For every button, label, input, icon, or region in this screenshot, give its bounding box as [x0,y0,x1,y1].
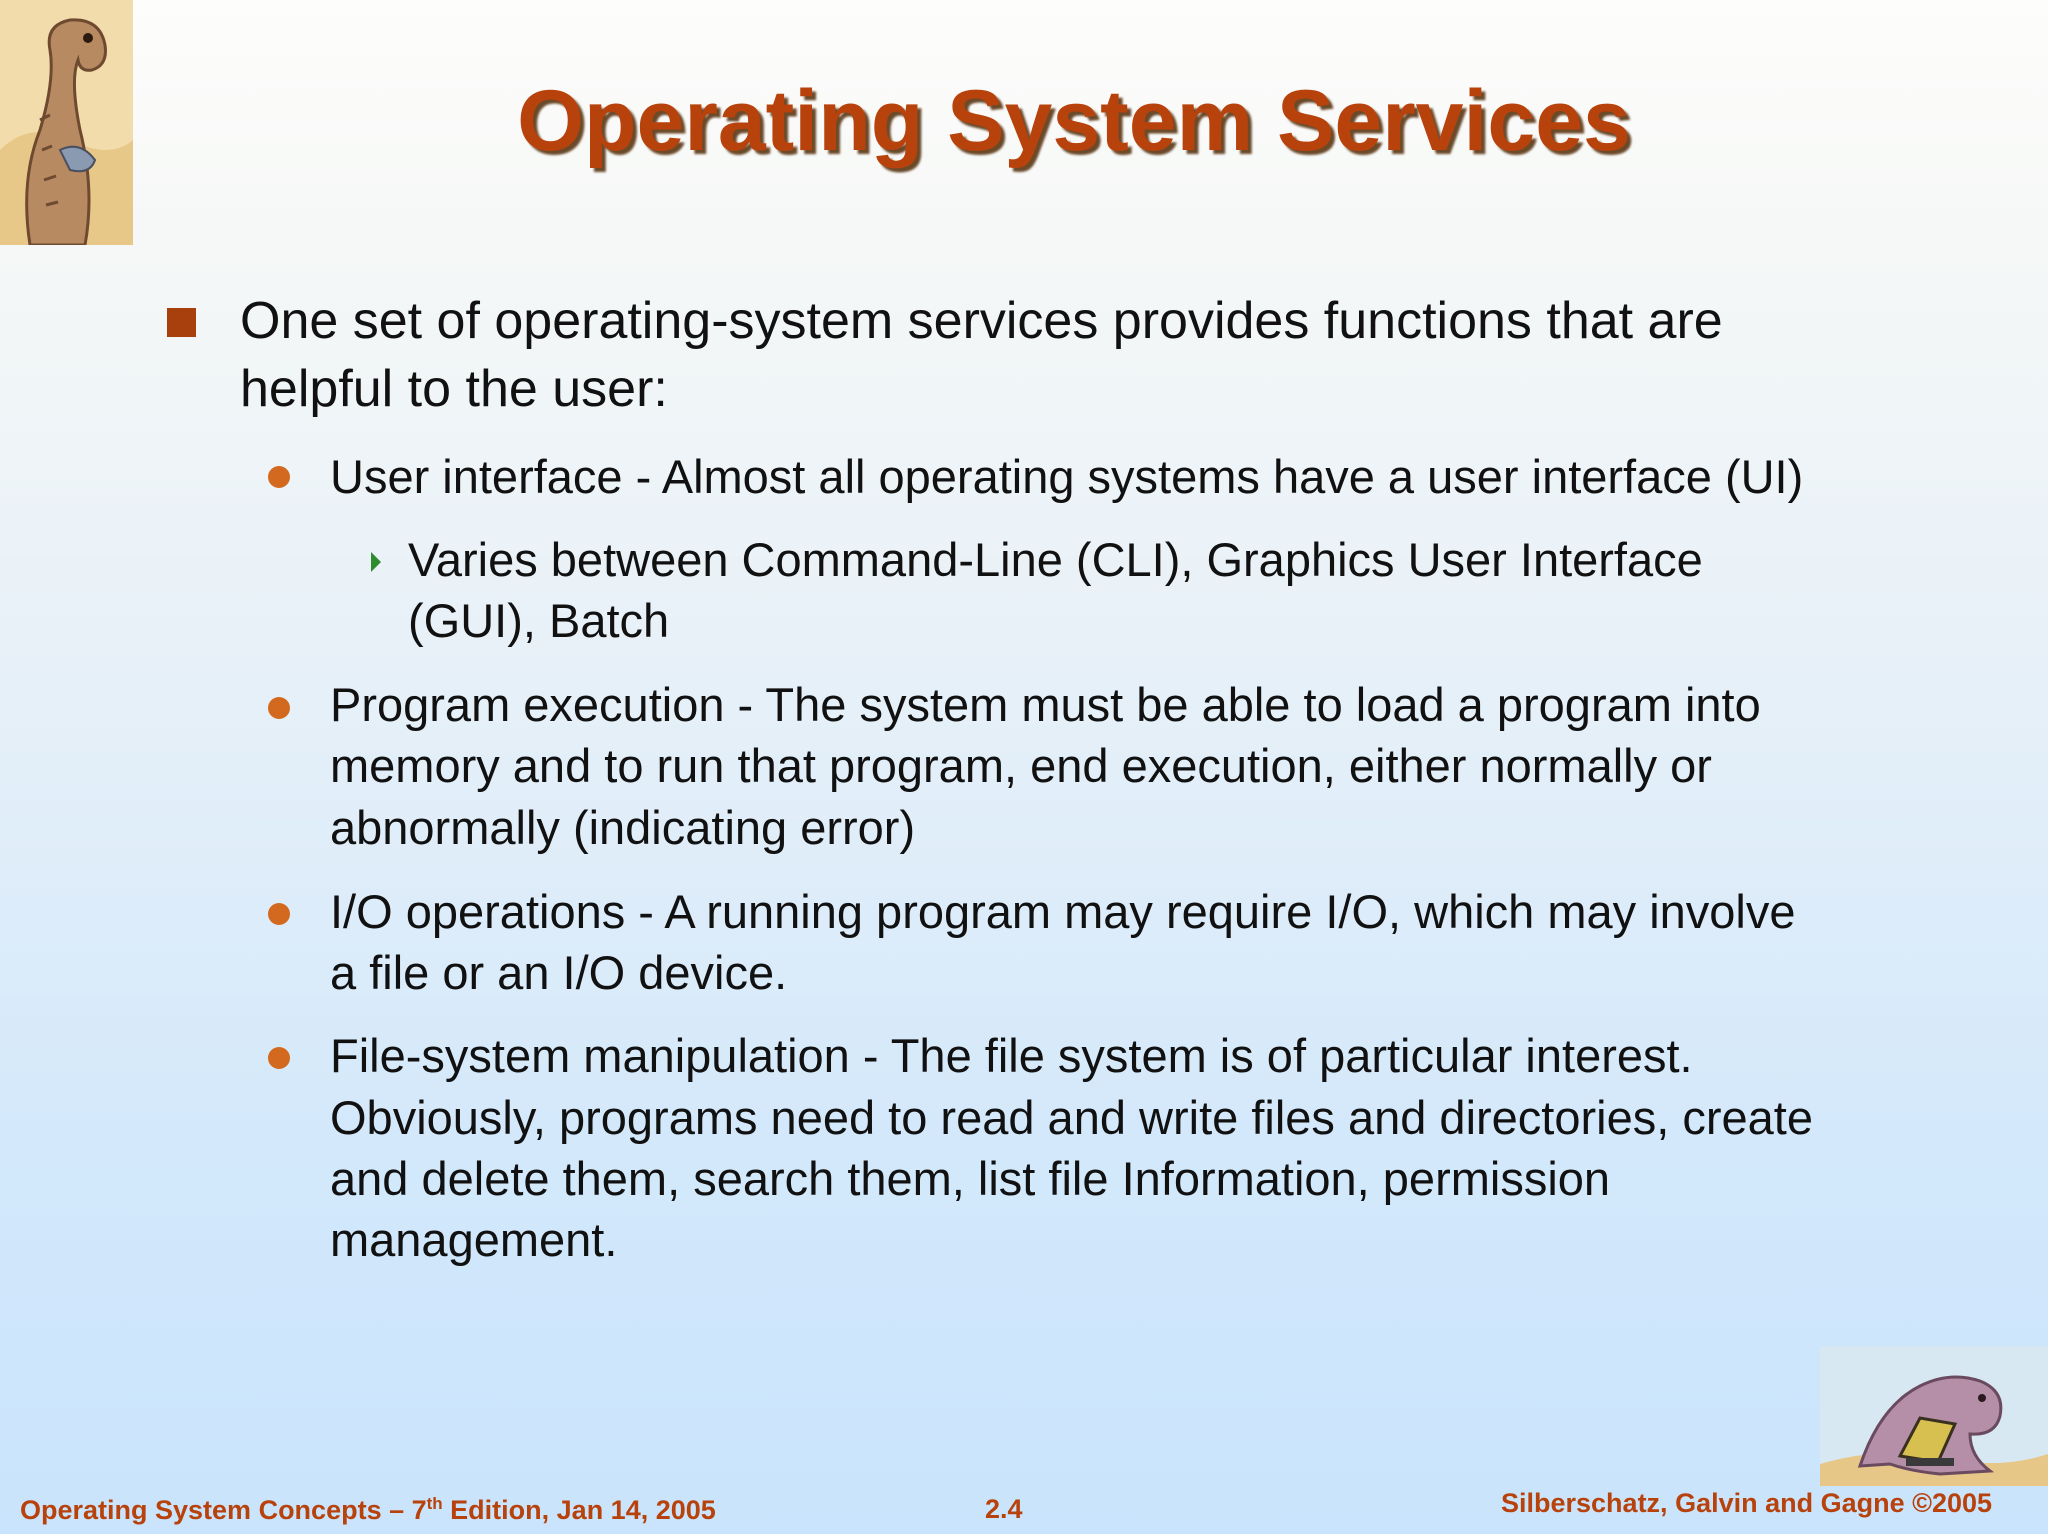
footer-copyright: Silberschatz, Galvin and Gagne ©2005 [1501,1488,1993,1518]
dot-bullet-icon [268,697,290,719]
slide-title: Operating System Services [517,73,1631,169]
fs-bullet-line-1: File-system manipulation - The file system is of particular interest. [330,1029,1693,1082]
ui-sub-bullet-line-1: Varies between Command-Line (CLI), Graphics User Interface [408,533,1703,586]
page-number: 2.4 [985,1494,1023,1524]
dot-bullet-icon [268,903,290,925]
main-bullet-line-1: One set of operating-system services provides functions that are [240,292,1723,350]
ui-sub-bullet-line-2: (GUI), Batch [408,594,670,647]
prog-bullet-line-3: abnormally (indicating error) [330,801,916,854]
dinosaur-laptop-image [1820,1346,2048,1486]
square-bullet-icon [167,308,196,337]
dot-bullet-icon [268,466,290,488]
footer-edition-sup: th [426,1494,443,1513]
fs-bullet-line-2: Obviously, programs need to read and write files and directories, create [330,1091,1813,1144]
footer-edition-prefix: Operating System Concepts – 7 [20,1495,427,1525]
io-bullet-line-1: I/O operations - A running program may require I/O, which may involve [330,885,1796,938]
fs-bullet-line-3: and delete them, search them, list file Information, permission [330,1152,1611,1205]
footer-edition-suffix: Edition, Jan 14, 2005 [442,1495,716,1525]
footer-book-edition [20,1494,716,1526]
io-bullet-line-2: a file or an I/O device. [330,946,788,999]
ui-bullet-line-1: User interface - Almost all operating systems have a user interface (UI) [330,450,1804,503]
fs-bullet-line-4: management. [330,1213,618,1266]
prog-bullet-line-2: memory and to run that program, end execution, either normally or [330,739,1712,792]
main-bullet-line-2: helpful to the user: [240,360,668,418]
dot-bullet-icon [268,1047,290,1069]
prog-bullet-line-1: Program execution - The system must be able to load a program into [330,678,1761,731]
arrow-bullet-icon [371,552,381,572]
